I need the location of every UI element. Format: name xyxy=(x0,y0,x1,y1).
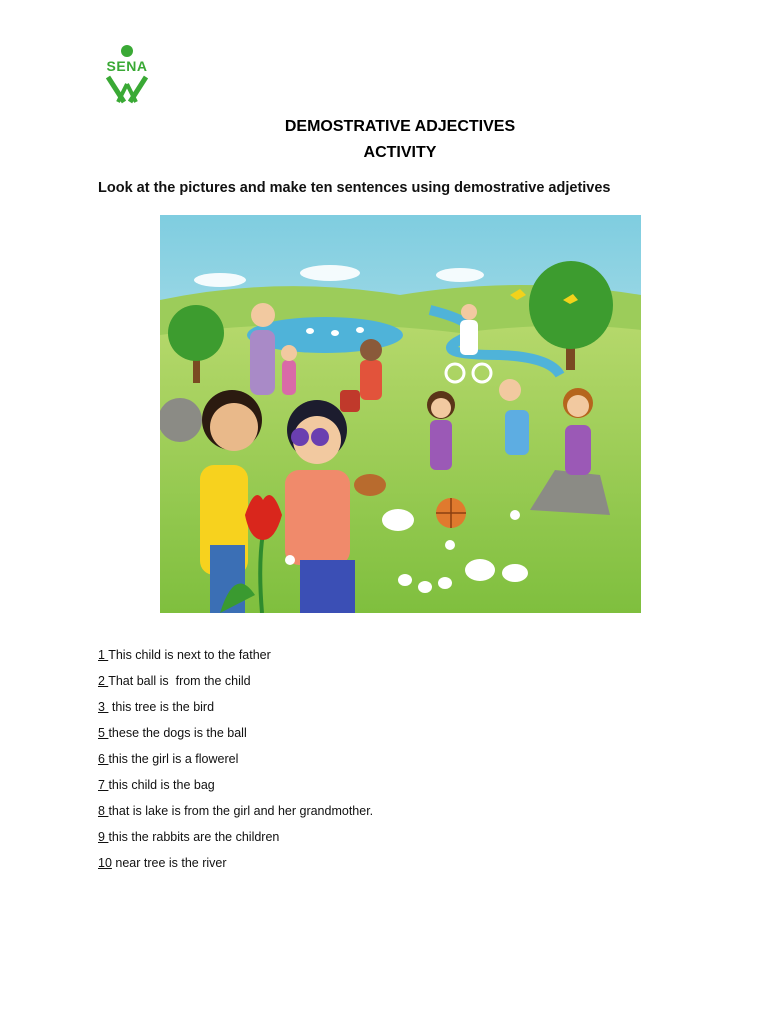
sentence-number: 7 xyxy=(98,778,109,792)
sentence-text: this tree is the bird xyxy=(108,700,215,714)
sentence-list xyxy=(98,648,373,882)
park-illustration xyxy=(160,215,641,613)
sentence-number: 8 xyxy=(98,804,109,818)
sentence-text: that is lake is from the girl and her grandmother. xyxy=(108,804,374,818)
list-item xyxy=(98,726,373,752)
list-item xyxy=(98,830,373,856)
sentence-text: these the dogs is the ball xyxy=(108,726,247,740)
sentence-text: this child is the bag xyxy=(108,778,215,792)
sentence-number: 9 xyxy=(98,830,109,844)
list-item xyxy=(98,804,373,830)
page-subtitle: ACTIVITY xyxy=(363,144,437,161)
sentence-number: 10 xyxy=(98,856,112,870)
sentence-text: near tree is the river xyxy=(111,856,227,870)
list-item xyxy=(98,752,373,778)
sentence-number: 5 xyxy=(98,726,109,740)
sentence-text: This child is next to the father xyxy=(108,648,271,662)
list-item xyxy=(98,700,373,726)
sena-logo-graphic xyxy=(96,44,158,106)
sentence-text: this the rabbits are the children xyxy=(108,830,280,844)
logo-text: SENA xyxy=(106,58,148,74)
list-item xyxy=(98,778,373,804)
list-item xyxy=(98,674,373,700)
list-item xyxy=(98,648,373,674)
sentence-number: 1 xyxy=(98,648,109,662)
sentence-number: 6 xyxy=(98,752,109,766)
sentence-number: 2 xyxy=(98,674,109,688)
list-item xyxy=(98,856,373,882)
sentence-text: That ball is from the child xyxy=(108,674,251,688)
page-title: DEMOSTRATIVE ADJECTIVES xyxy=(284,118,516,135)
instructions: Look at the pictures and make ten sentences using demostrative adjetives xyxy=(98,180,611,196)
sentence-number: 3 xyxy=(98,700,109,714)
sena-logo xyxy=(96,44,158,106)
sentence-text: this the girl is a flowerel xyxy=(108,752,239,766)
